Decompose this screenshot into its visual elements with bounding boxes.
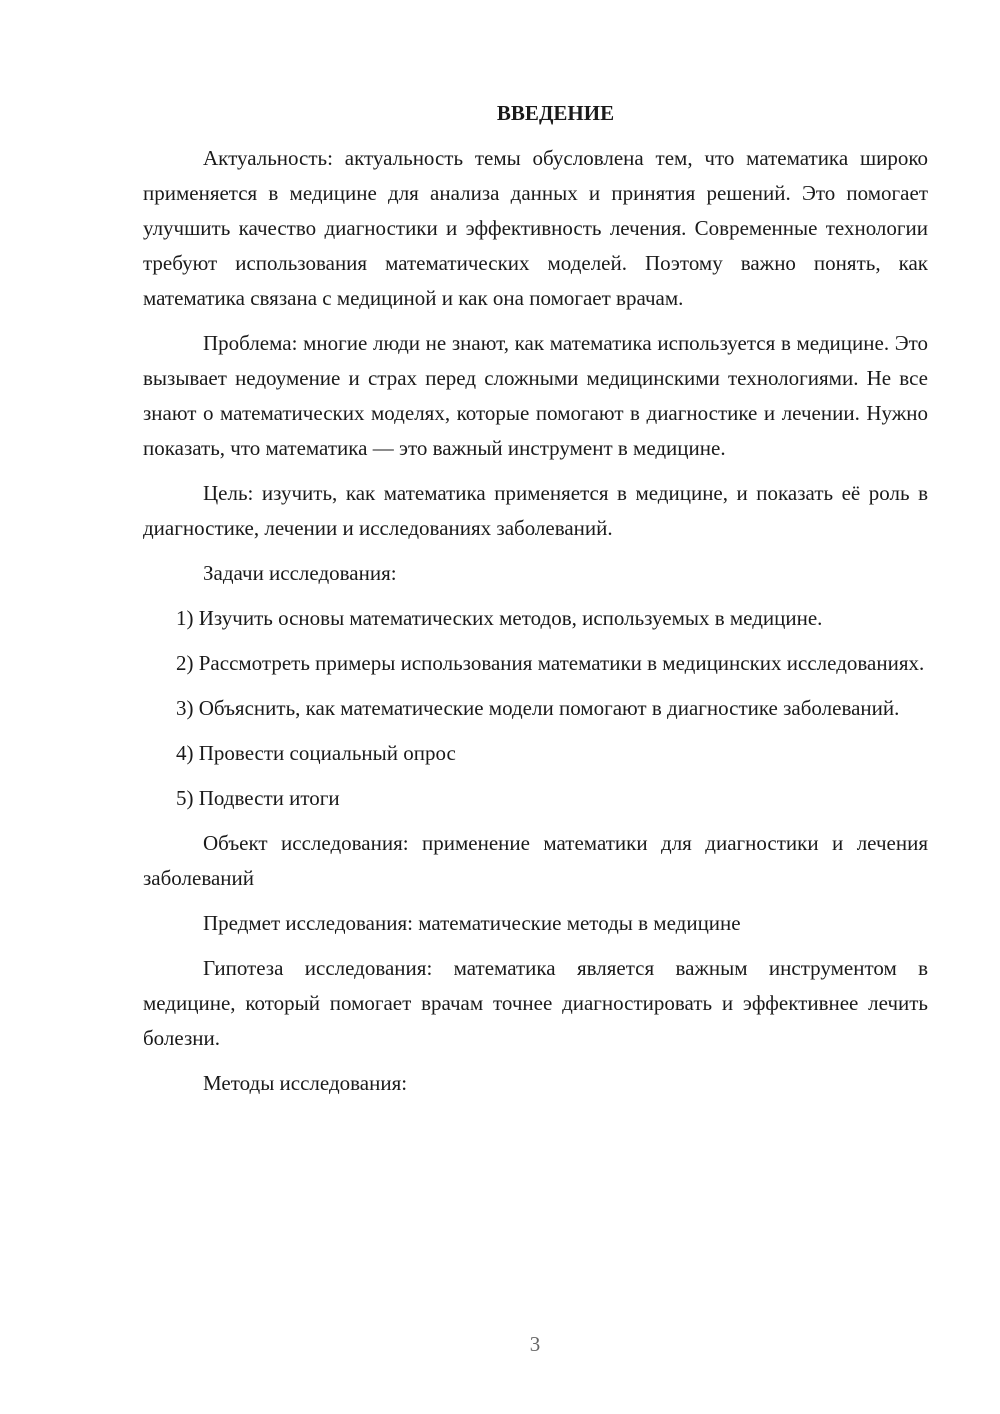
object-paragraph: Объект исследования: применение математики для диагностики и лечения заболеваний	[143, 831, 928, 890]
task-item-1: 1) Изучить основы математических методов, используемых в медицине.	[176, 606, 823, 630]
problem-paragraph: Проблема: многие люди не знают, как математика используется в медицине. Это вызывает недоумение и страх перед сложными медицинскими технологиями. Не все знают о математических моделях, которые помогают в диагностике и лечении. Нужно показать, что математика — это важный инструмент в медицине.	[143, 331, 928, 460]
relevance-paragraph: Актуальность: актуальность темы обусловлена тем, что математика широко применяется в медицине для анализа данных и принятия решений. Это помогает улучшить качество диагностики и эффективность лечения. Современные технологии требуют использования математических моделей. Поэтому важно понять, как математика связана с медициной и как она помогает врачам.	[143, 146, 928, 310]
methods-paragraph: Методы исследования:	[203, 1071, 408, 1095]
goal-paragraph: Цель: изучить, как математика применяется в медицине, и показать её роль в диагностике, лечении и исследованиях заболеваний.	[143, 481, 928, 540]
task-item-3: 3) Объяснить, как математические модели помогают в диагностике заболеваний.	[176, 696, 900, 720]
task-item-4: 4) Провести социальный опрос	[176, 741, 456, 765]
document-page	[143, 96, 928, 1111]
task-item-2: 2) Рассмотреть примеры использования математики в медицинских исследованиях.	[176, 651, 925, 675]
page-number: 3	[529, 1332, 541, 1356]
subject-paragraph: Предмет исследования: математические методы в медицине	[203, 911, 741, 935]
section-title: ВВЕДЕНИЕ	[496, 101, 615, 125]
hypothesis-paragraph: Гипотеза исследования: математика является важным инструментом в медицине, который помогает врачам точнее диагностировать и эффективнее лечить болезни.	[143, 956, 928, 1050]
tasks-heading: Задачи исследования:	[203, 561, 397, 585]
task-item-5: 5) Подвести итоги	[176, 786, 340, 810]
